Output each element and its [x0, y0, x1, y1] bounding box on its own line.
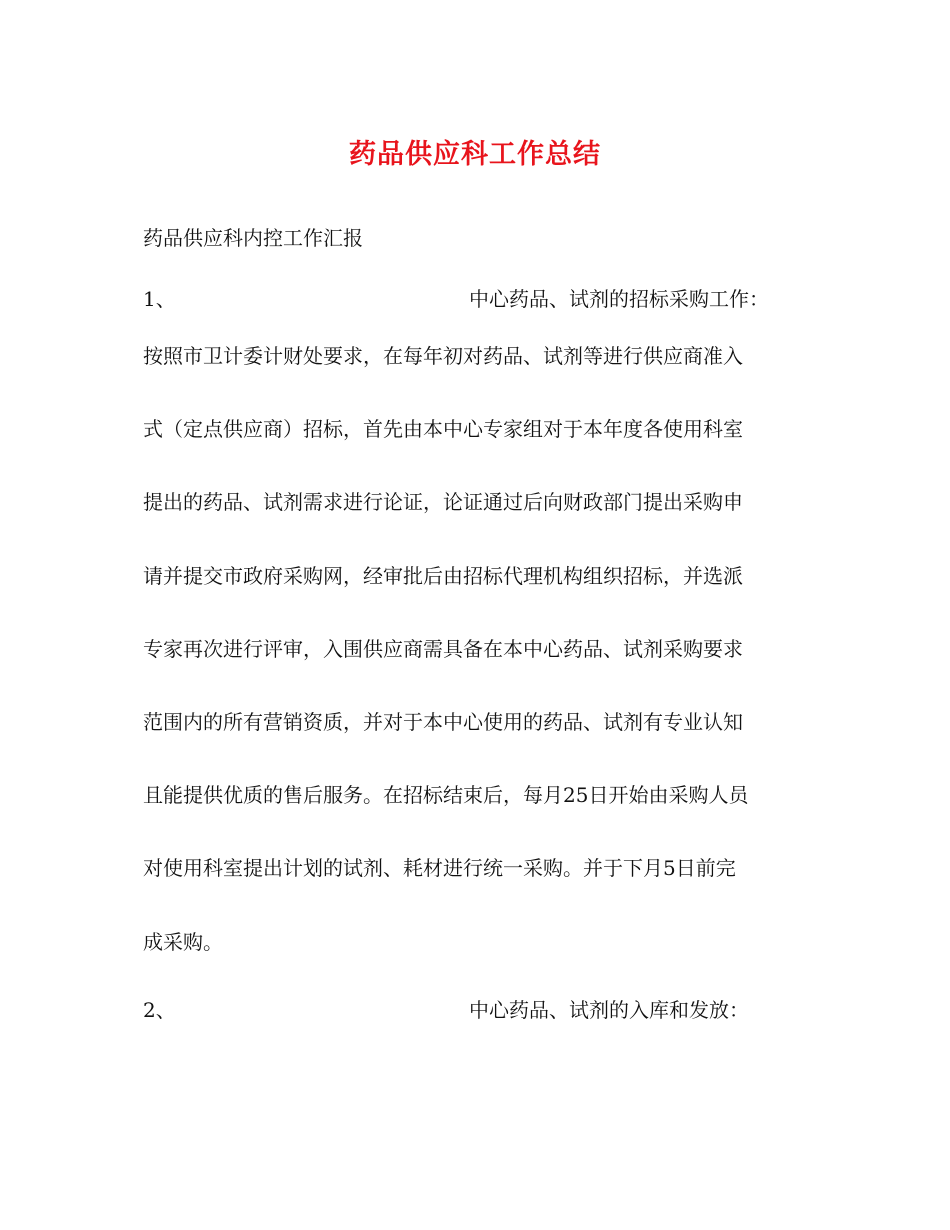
paragraph-line: 式（定点供应商）招标，首先由本中心专家组对于本年度各使用科室	[143, 417, 743, 442]
document-title: 药品供应科工作总结	[349, 139, 601, 170]
paragraph-line: 成采购。	[143, 929, 223, 954]
paragraph-line: 范围内的所有营销资质，并对于本中心使用的药品、试剂有专业认知	[143, 709, 743, 734]
paragraph-line: 且能提供优质的售后服务。在招标结束后，每月25日开始由采购人员	[143, 783, 749, 808]
paragraph-line: 按照市卫计委计财处要求，在每年初对药品、试剂等进行供应商准入	[143, 344, 743, 368]
paragraph-line: 专家再次进行评审，入围供应商需具备在本中心药品、试剂采购要求	[143, 636, 743, 661]
paragraph-line: 对使用科室提出计划的试剂、耗材进行统一采购。并于下月5日前完	[143, 856, 736, 881]
section-2-number: 2、	[143, 998, 176, 1022]
section-1-title: 中心药品、试剂的招标采购工作：	[469, 287, 769, 311]
section-1-number: 1、	[143, 287, 176, 311]
paragraph-line: 请并提交市政府采购网，经审批后由招标代理机构组织招标，并选派	[143, 563, 743, 588]
section-1-paragraph	[143, 342, 808, 1001]
document-subtitle: 药品供应科内控工作汇报	[143, 226, 363, 250]
paragraph-line: 提出的药品、试剂需求进行论证，论证通过后向财政部门提出采购申	[143, 490, 743, 515]
section-2-title: 中心药品、试剂的入库和发放：	[469, 998, 749, 1022]
